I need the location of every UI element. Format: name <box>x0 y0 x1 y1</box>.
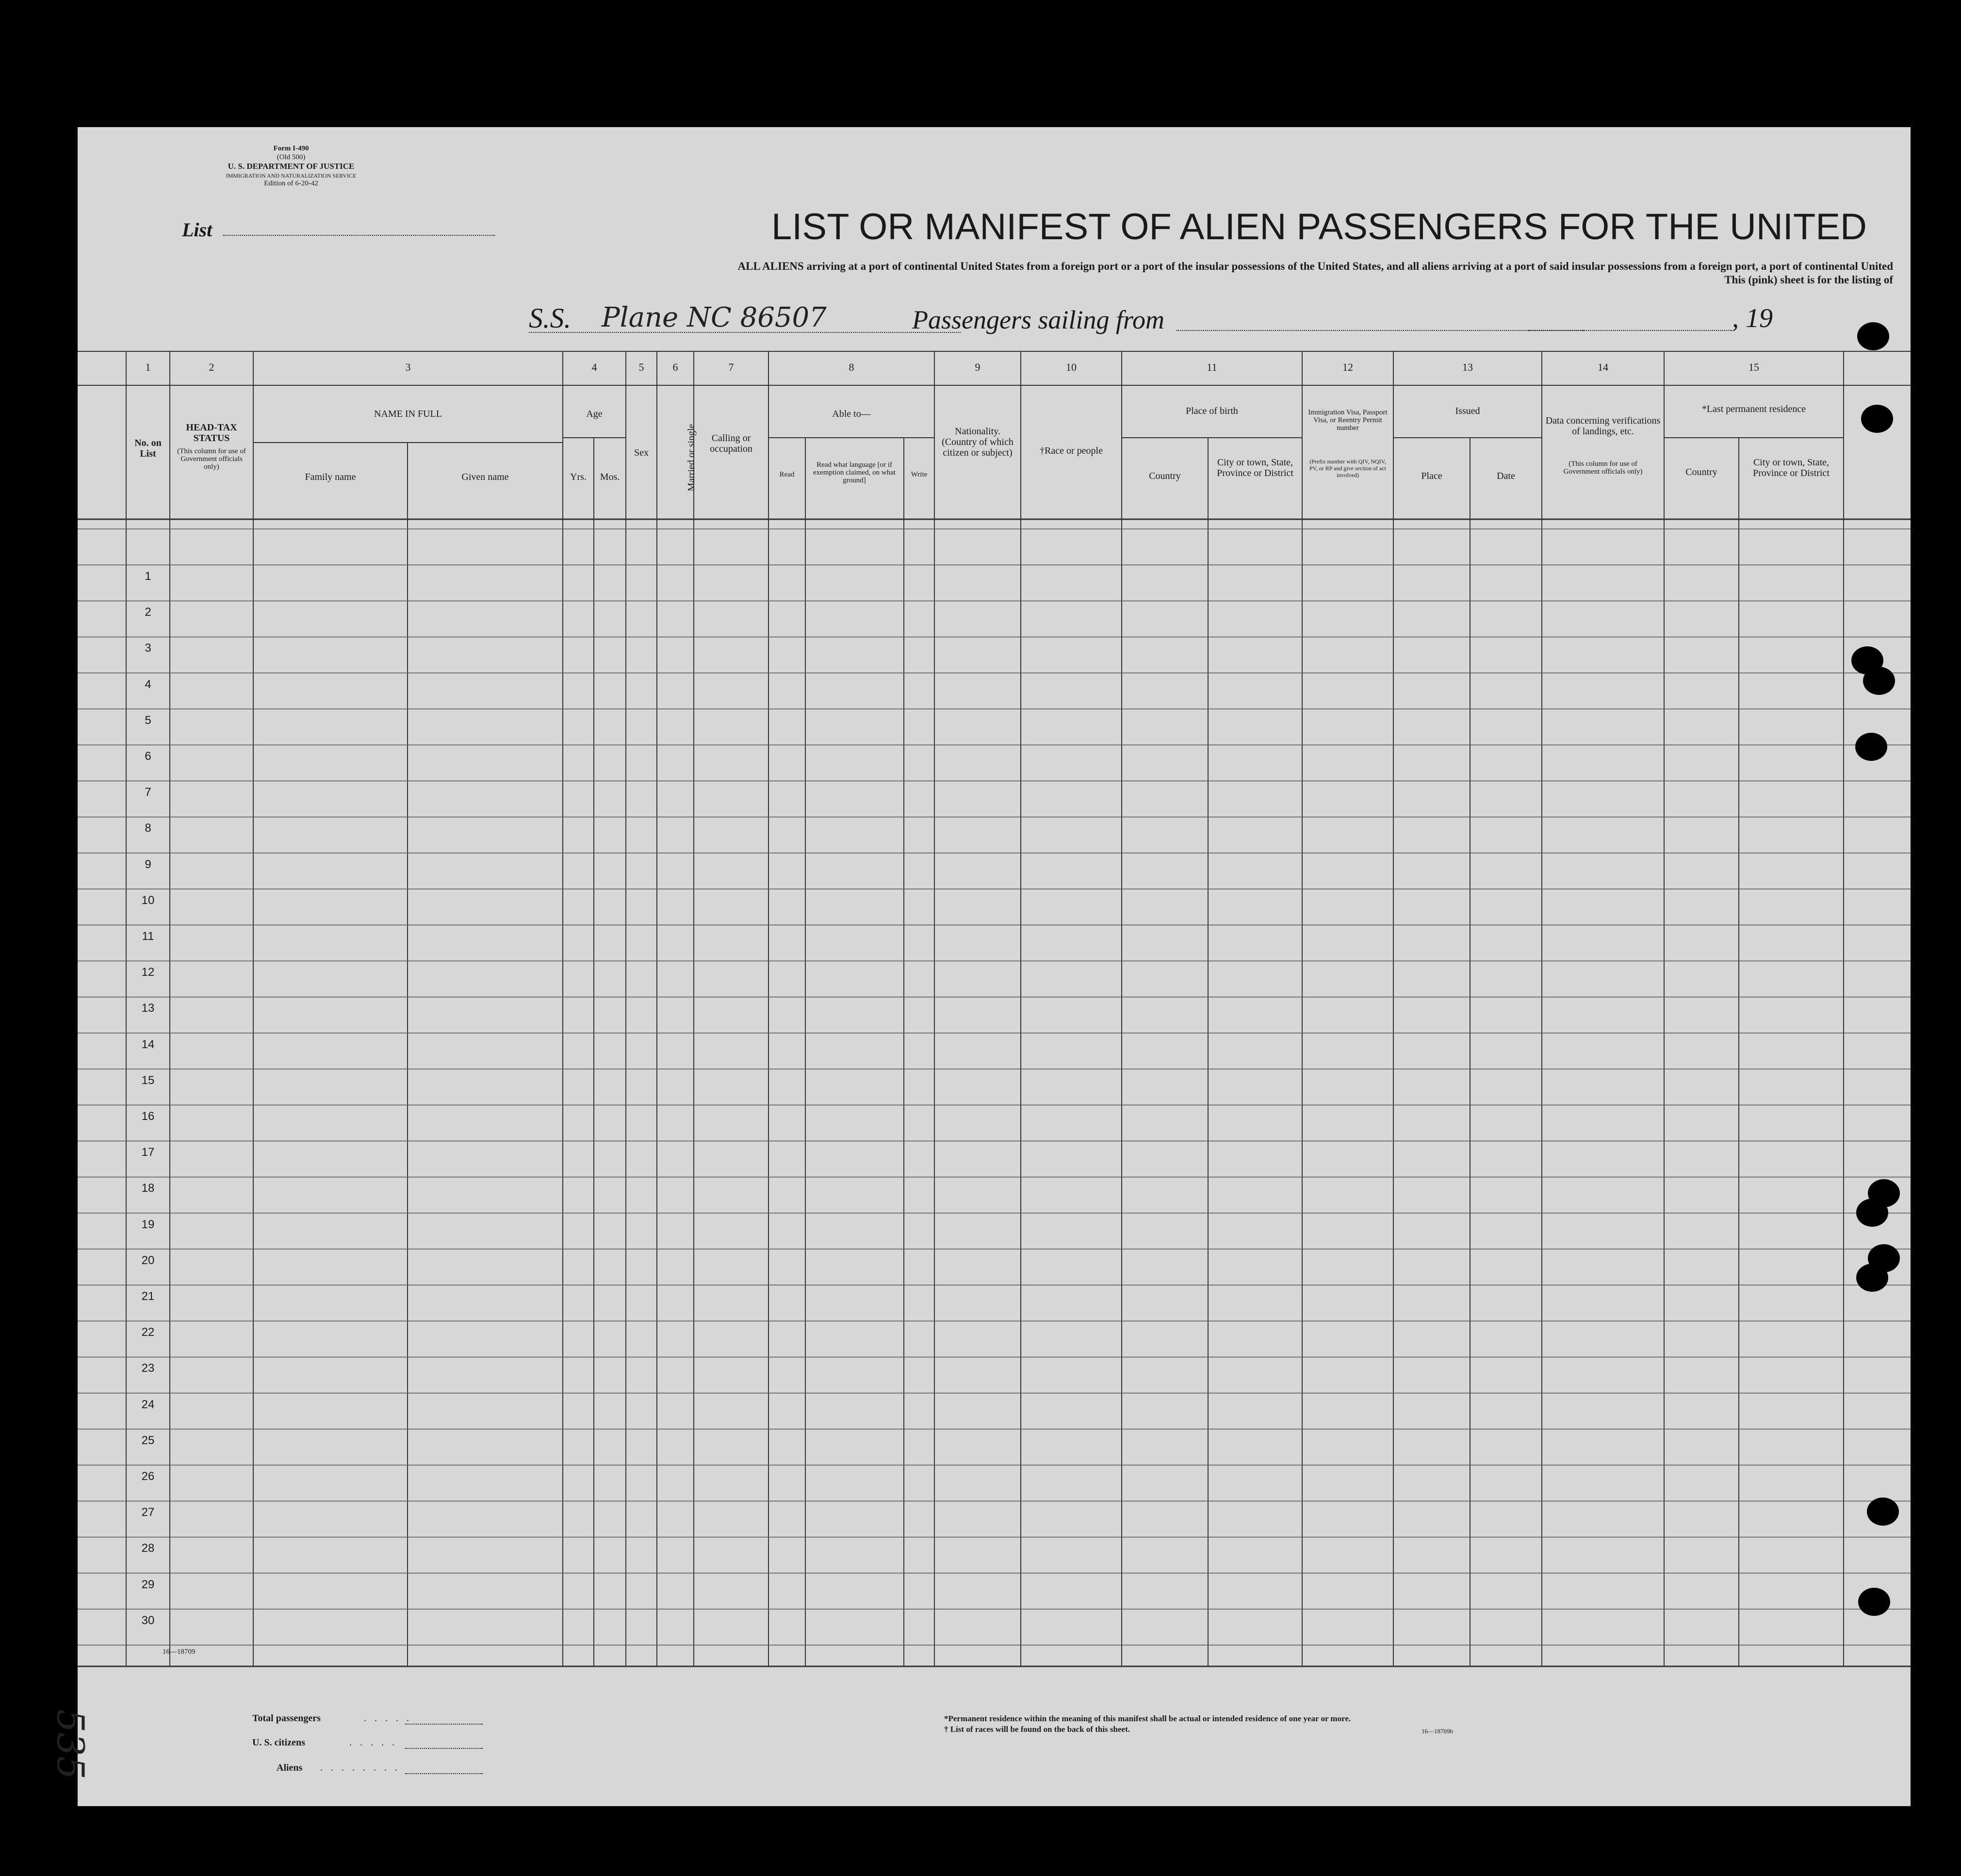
row-number: 6 <box>145 750 151 763</box>
row-number: 13 <box>141 1002 155 1015</box>
column-number: 5 <box>638 361 644 373</box>
hdr-able-to: Able to— <box>832 409 871 419</box>
service: IMMIGRATION AND NATURALIZATION SERVICE <box>226 172 357 179</box>
form-id: Form I-490 <box>273 145 309 152</box>
row-number: 12 <box>141 966 155 979</box>
department: U. S. DEPARTMENT OF JUSTICE <box>228 162 355 171</box>
hdr-visa-note: (Prefix number with QIV, NQIV, PV, or RP and give section of act involved) <box>1309 458 1386 478</box>
hdr-place-of-birth: Place of birth <box>1186 406 1238 416</box>
aliens-field <box>405 1773 483 1774</box>
hdr-age: Age <box>586 409 603 419</box>
row-number: 20 <box>141 1253 155 1267</box>
column-number: 7 <box>728 361 734 373</box>
row-number: 11 <box>142 930 154 943</box>
row-number: 1 <box>145 570 151 583</box>
form-old-id: (Old 500) <box>277 153 306 161</box>
us-citizens-label: U. S. citizens <box>252 1737 305 1748</box>
list-label: List <box>182 219 212 241</box>
column-number: 13 <box>1462 361 1473 373</box>
row-number: 27 <box>141 1506 155 1519</box>
hdr-no-on-list: No. on List <box>134 438 162 459</box>
total-passengers-label: Total passengers <box>252 1713 321 1724</box>
row-number: 5 <box>145 713 151 727</box>
hdr-married: Married or single <box>686 424 697 492</box>
manifest-sheet <box>49 127 1911 1806</box>
row-number: 10 <box>141 893 155 907</box>
column-number: 4 <box>591 361 597 373</box>
punch-hole <box>1856 1199 1888 1227</box>
column-number: 2 <box>209 361 214 373</box>
row-number: 26 <box>141 1470 155 1483</box>
column-number: 8 <box>849 361 854 373</box>
column-number: 14 <box>1598 361 1608 373</box>
row-number: 24 <box>141 1398 155 1411</box>
column-number: 15 <box>1749 361 1759 373</box>
hdr-city-town2: City or town, State, Province or District <box>1753 457 1830 478</box>
column-number: 10 <box>1066 361 1077 373</box>
vessel-handwritten: Plane NC 86507 <box>602 302 827 333</box>
total-passengers-dots: . . . . . <box>364 1713 412 1724</box>
hdr-name-in-full: NAME IN FULL <box>374 409 442 419</box>
row-number: 9 <box>145 857 151 871</box>
row-number: 23 <box>141 1362 155 1375</box>
hdr-data-note: (This column for use of Government officials only) <box>1563 460 1643 476</box>
punch-hole <box>1856 1264 1888 1292</box>
subtitle-line1: ALL ALIENS arriving at a port of continental United States from a foreign port or a port of the insular possessions of the United States, and all aliens arriving at a port of said insular possessions from a foreign port, a port of continental United <box>737 260 1893 272</box>
hdr-issued: Issued <box>1455 406 1480 416</box>
punch-hole <box>1858 1588 1890 1616</box>
column-number: 3 <box>405 361 411 373</box>
hdr-country: Country <box>1149 471 1181 481</box>
print-code: 16—18709 <box>163 1648 196 1656</box>
row-number: 30 <box>141 1613 155 1627</box>
row-number: 18 <box>141 1182 155 1195</box>
hdr-country2: Country <box>1685 467 1717 477</box>
hdr-write: Write <box>911 471 928 478</box>
us-citizens-field <box>405 1748 483 1749</box>
punch-hole <box>1855 733 1887 761</box>
punch-hole <box>1867 1498 1899 1526</box>
row-number: 25 <box>141 1433 155 1447</box>
hdr-nationality: Nationality. (Country of which citizen or subject) <box>942 426 1013 458</box>
margin-handwriting: 535 <box>49 1709 92 1780</box>
print-code-right: 16—18709b <box>1422 1728 1453 1735</box>
hdr-visa: Immigration Visa, Passport Visa, or Reentry Permit number <box>1308 409 1388 432</box>
row-number: 7 <box>145 786 151 799</box>
sailing-label: Passengers sailing from <box>912 305 1165 334</box>
subtitle-line2: This (pink) sheet is for the listing of <box>1724 274 1893 286</box>
row-number: 4 <box>145 677 151 691</box>
row-number: 3 <box>145 642 151 655</box>
hdr-data-concerning: Data concerning verifications of landings, etc. <box>1545 415 1661 437</box>
row-number: 22 <box>141 1326 155 1339</box>
hdr-race: †Race or people <box>1040 445 1103 456</box>
vessel-prefix: S.S. <box>529 302 571 334</box>
row-number: 15 <box>141 1073 155 1087</box>
column-number: 12 <box>1342 361 1353 373</box>
year-label: , 19 <box>1732 303 1773 333</box>
hdr-read-language: Read what language [or if exemption claimed, on what ground] <box>813 461 896 484</box>
aliens-dots: . . . . . . . . <box>320 1762 400 1773</box>
row-number: 8 <box>145 822 151 835</box>
footnote-2: † List of races will be found on the back of this sheet. <box>944 1725 1130 1734</box>
row-number: 2 <box>145 606 151 619</box>
manifest-grid <box>78 127 1911 1806</box>
footnote-1: *Permanent residence within the meaning of this manifest shall be actual or intended residence of one year or more. <box>944 1714 1351 1723</box>
edition: Edition of 6-20-42 <box>264 180 318 187</box>
page-title: LIST OR MANIFEST OF ALIEN PASSENGERS FOR THE UNITED <box>771 206 1867 247</box>
column-number: 1 <box>145 361 151 373</box>
punch-hole <box>1861 405 1893 433</box>
row-number: 28 <box>141 1542 155 1555</box>
row-number: 14 <box>141 1037 155 1051</box>
hdr-given-name: Given name <box>461 472 509 482</box>
column-number: 11 <box>1207 361 1217 373</box>
hdr-family-name: Family name <box>305 472 356 482</box>
hdr-read: Read <box>779 471 795 478</box>
hdr-calling: Calling or occupation <box>710 433 752 454</box>
punch-hole <box>1857 322 1889 350</box>
total-passengers-field <box>405 1724 483 1725</box>
hdr-mos: Mos. <box>600 472 620 482</box>
hdr-head-tax-note: (This column for use of Government officials only) <box>177 447 246 471</box>
aliens-label: Aliens <box>277 1762 303 1773</box>
hdr-sex: Sex <box>634 447 649 458</box>
hdr-date: Date <box>1497 471 1515 481</box>
punch-hole <box>1863 667 1895 695</box>
row-number: 21 <box>141 1290 155 1303</box>
hdr-last-residence: *Last permanent residence <box>1701 404 1806 414</box>
hdr-head-tax: HEAD-TAX STATUS <box>186 422 237 444</box>
hdr-yrs: Yrs. <box>570 472 587 482</box>
column-number: 9 <box>975 361 980 373</box>
row-number: 16 <box>141 1110 155 1123</box>
us-citizens-dots: . . . . . <box>349 1737 397 1748</box>
hdr-city-town: City or town, State, Province or District <box>1217 457 1293 478</box>
row-number: 17 <box>141 1146 155 1159</box>
row-number: 29 <box>141 1578 155 1591</box>
row-number: 19 <box>141 1218 155 1231</box>
hdr-place: Place <box>1421 471 1442 481</box>
column-number: 6 <box>672 361 678 373</box>
